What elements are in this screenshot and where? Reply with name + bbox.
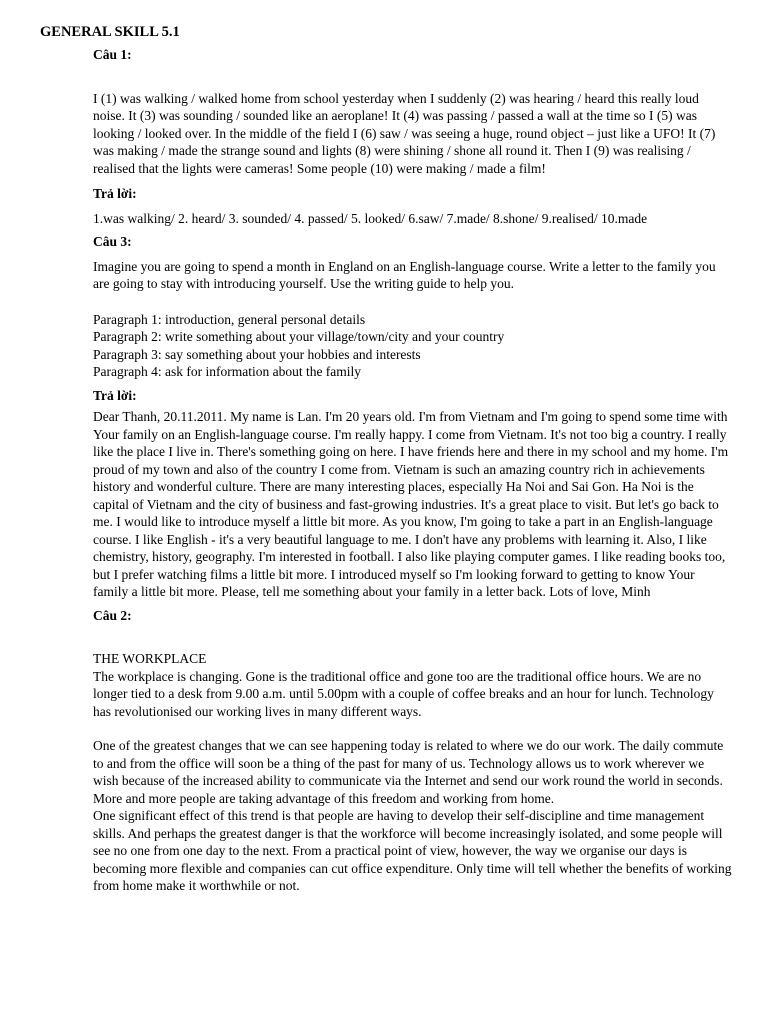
reading-paragraph-1: The workplace is changing. Gone is the traditional office and gone too are the traditional office hours. We are no longer tied to a desk from 9.00 a.m. until 5.00pm with a couple of coffee breaks and an hour for lunch. Technology has revolutionised our working lives in many different ways.: [93, 668, 714, 719]
question-3-answer: Dear Thanh, 20.11.2011. My name is Lan. I'm 20 years old. I'm from Vietnam and I'm going to spend some time with Your family on an English-language course. I'm really happy. I come from Vietnam. It's not too big a country. I really like the place I live in. There's something going on here. I have friends here and there in my school and my home. I'm proud of my town and also of the country I come from. Vietnam is such an amazing country rich in achievements history and wonderful culture. There are many interesting places, especially Ha Noi and Sai Gon. Ha Noi is the capital of Vietnam and the city of business and fast-growing industries. It's a great place to visit. But let's go back to me. I would like to introduce myself a little bit more. As you know, I'm going to take a part in an English-language course. I like English - it's a very beautiful language to me. I don't have any problems with learning it. Also, I like chemistry, history, geography. I'm interested in football. I also like playing computer games. I like reading books too, but I prefer watching films a little bit more. I introduced myself so I'm looking forward to getting to know Your family a little bit more. Please, tell me something about your family in a letter back. Lots of love, Minh: [93, 409, 729, 599]
reading-paragraph-2: One of the greatest changes that we can see happening today is related to where we do our work. The daily commute to and from the office will soon be a thing of the past for many of us. Technology allows us to work wherever we wish because of the increased ability to communicate via the Internet and send our work round the world in seconds. More and more people are taking advantage of this freedom and working from home.: [93, 738, 724, 806]
paragraph-guide-3: Paragraph 3: say something about your hobbies and interests: [93, 346, 421, 362]
reading-heading: THE WORKPLACE: [93, 651, 207, 666]
question-1-label: Câu 1:: [93, 47, 132, 62]
document-title: GENERAL SKILL 5.1: [40, 24, 180, 40]
question-1-answer: 1.was walking/ 2. heard/ 3. sounded/ 4. passed/ 5. looked/ 6.saw/ 7.made/ 8.shone/ 9.realised/ 10.made: [93, 210, 648, 226]
question-3-prompt: Imagine you are going to spend a month in England on an English-language course. Write a letter to the family you are going to stay with introducing yourself. Use the writing guide to help you.: [93, 258, 716, 291]
paragraph-guide-4: Paragraph 4: ask for information about the family: [93, 364, 362, 379]
document-content: [93, 46, 733, 895]
paragraph-guide-2: Paragraph 2: write something about your village/town/city and your country: [93, 329, 505, 344]
question-3-answer-label: Trả lời:: [93, 387, 137, 403]
question-3-label: Câu 3:: [93, 234, 132, 249]
question-1-text: I (1) was walking / walked home from school yesterday when I suddenly (2) was hearing / heard this really loud noise. It (3) was sounding / sounded like an aeroplane! It (4) was passing / passed a wall at the time so I (5) was looking / looked over. In the middle of the field I (6) saw / was seeing a huge, round object – just like a UFO! It (7) was making / made the strange sound and lights (8) were shining / shone all round it. Then I (9) was realising / realised that the lights were cameras! Some people (10) were making / made a film!: [93, 90, 716, 176]
question-1-answer-label: Trả lời:: [93, 186, 137, 201]
question-2-label: Câu 2:: [93, 607, 132, 623]
paragraph-guide-1: Paragraph 1: introduction, general personal details: [93, 311, 366, 327]
reading-paragraph-3: One significant effect of this trend is that people are having to develop their self-discipline and time management skills. And perhaps the greatest danger is that the workforce will become increasingly isolated, and some people will see no one from one day to the next. From a practical point of view, however, the way we organise our days is becoming more flexible and companies can cut office expenditure. Only time will tell whether the benefits of working from home make it worthwhile or not.: [93, 808, 732, 893]
